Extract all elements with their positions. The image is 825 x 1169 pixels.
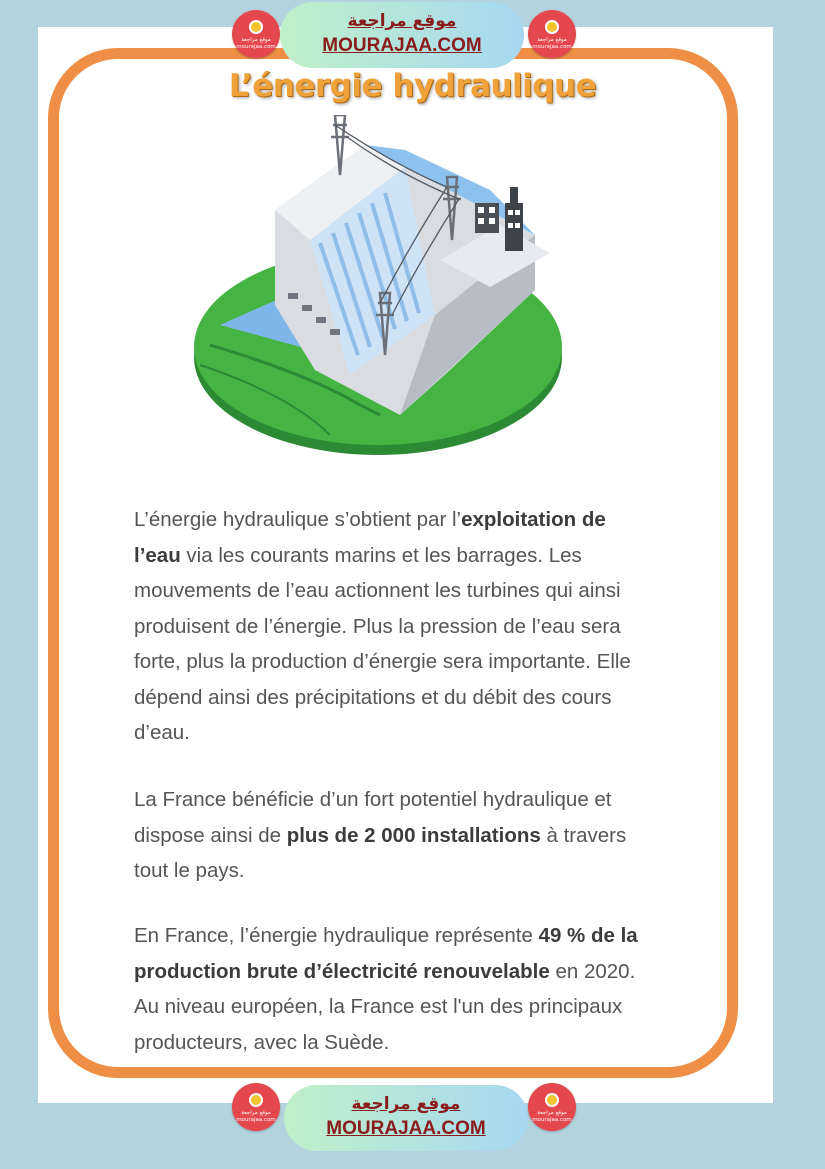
- site-name-latin: MOURAJAA.COM: [322, 35, 482, 56]
- paragraph-1: L’énergie hydraulique s’obtient par l’exploitation de l’eau via les courants marins et les barrages. Les mouvements de l’eau actionnent les turbines qui ainsi produisent de l’énergie. Plus la pression de l’eau sera forte, plus la production d’énergie sera importante. Elle dépend ainsi des précipitations et du débit des cours d’eau.: [134, 508, 631, 744]
- paragraph-3: En France, l’énergie hydraulique représente 49 % de la production brute d’électricité renouvelable en 2020. Au niveau européen, la France est l'un des principaux producteurs, avec la Suède.: [134, 924, 638, 1054]
- header-site-badge[interactable]: [280, 2, 524, 68]
- paragraph-2: La France bénéficie d’un fort potentiel hydraulique et dispose ainsi de plus de 2 000 installations à travers tout le pays.: [134, 788, 627, 882]
- page-title: L’énergie hydraulique: [228, 68, 597, 104]
- footer-logo-left-icon: موقع مراجعة mourajaa.com: [232, 1083, 280, 1131]
- footer-site-badge[interactable]: [284, 1085, 528, 1151]
- site-logo-left-icon: موقع مراجعة mourajaa.com: [232, 10, 280, 58]
- footer-logo-right-icon: موقع مراجعة mourajaa.com: [528, 1083, 576, 1131]
- site-logo-right-icon: موقع مراجعة mourajaa.com: [528, 10, 576, 58]
- footer-site-name-arabic: موقع مراجعة: [351, 1094, 461, 1114]
- footer-site-name-latin: MOURAJAA.COM: [326, 1118, 486, 1139]
- site-name-arabic: موقع مراجعة: [347, 11, 457, 31]
- hydro-dam-illustration-icon: [190, 115, 570, 460]
